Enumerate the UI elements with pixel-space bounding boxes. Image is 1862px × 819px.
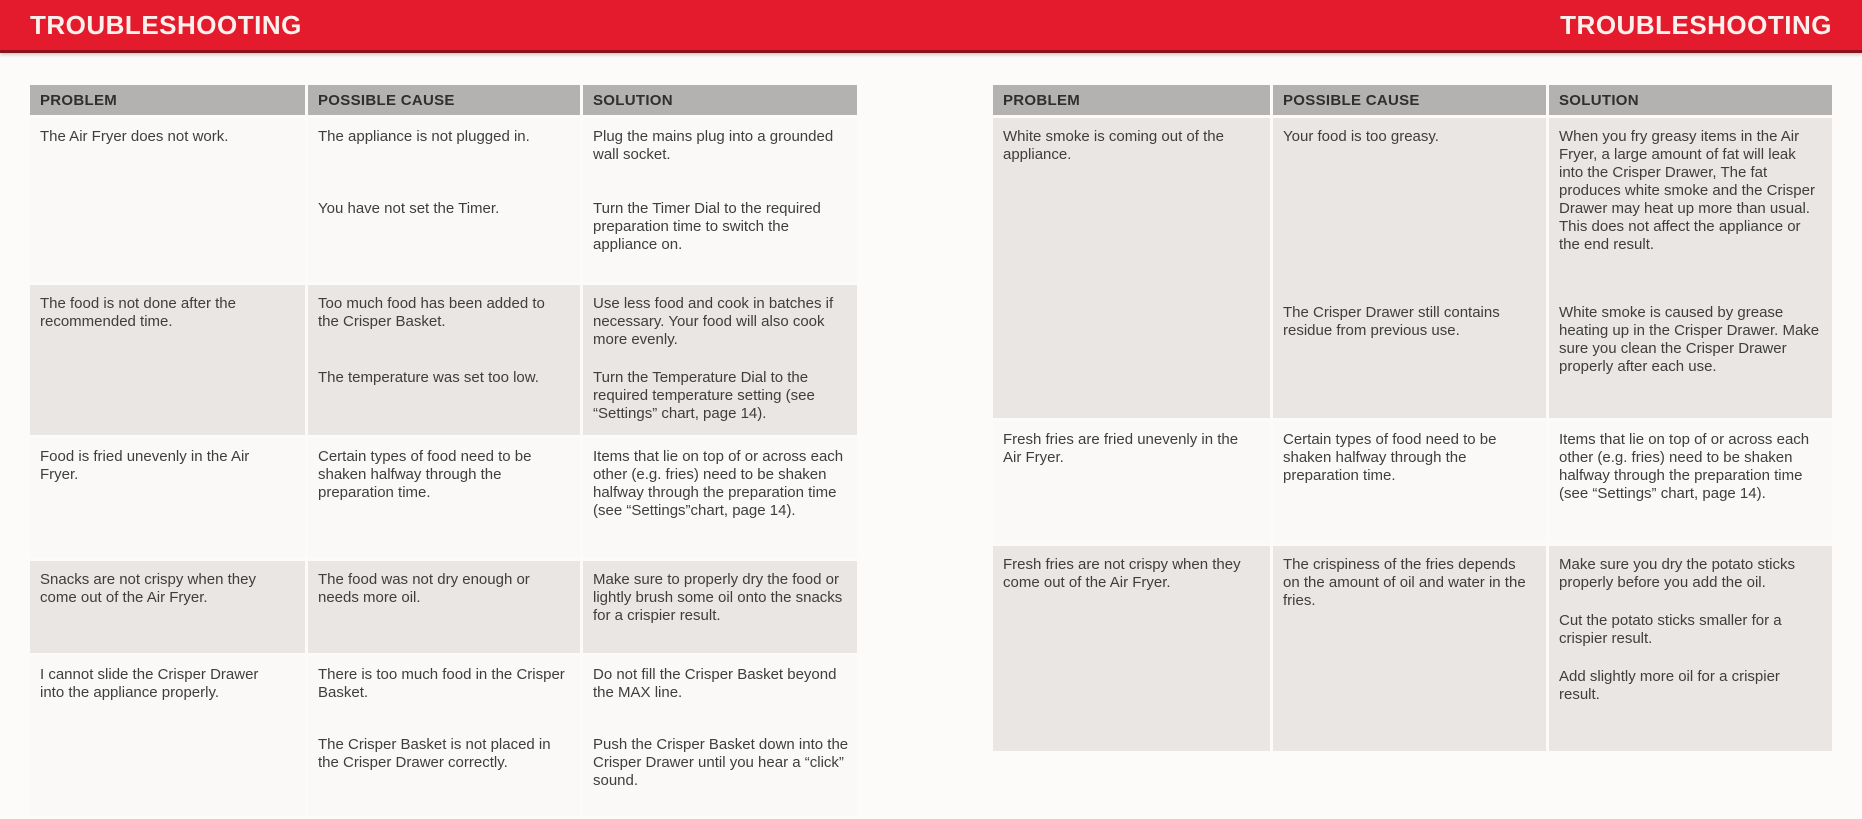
cell-paragraph: Fresh fries are fried unevenly in the Air Fryer. xyxy=(1003,431,1239,466)
solution-cell xyxy=(583,349,857,435)
column-header-cause: POSSIBLE CAUSE xyxy=(308,85,580,115)
cell-paragraph: The temperature was set too low. xyxy=(318,369,539,386)
cell-paragraph: Food is fried unevenly in the Air Fryer. xyxy=(40,448,250,483)
cell-paragraph: Push the Crisper Basket down into the Crisper Drawer until you hear a “click” sound. xyxy=(593,736,849,789)
cell-paragraph: Too much food has been added to the Crisper Basket. xyxy=(318,295,545,330)
solution-cell xyxy=(1549,546,1832,751)
cell-paragraph: Fresh fries are not crispy when they come out of the Air Fryer. xyxy=(1003,556,1241,591)
cell-paragraph: The food was not dry enough or needs more oil. xyxy=(318,571,530,606)
problem-cell xyxy=(993,421,1270,543)
solution-cell xyxy=(583,716,857,816)
problem-cell xyxy=(30,118,305,282)
cause-cell xyxy=(308,349,580,435)
cell-paragraph: Add slightly more oil for a crispier result. xyxy=(1559,668,1780,703)
cell-paragraph: The Crisper Basket is not placed in the Crisper Drawer correctly. xyxy=(318,736,551,771)
cell-paragraph: White smoke is caused by grease heating up in the Crisper Drawer. Make sure you clean the Crisper Drawer properly after each use. xyxy=(1559,304,1820,375)
cell-paragraph: Your food is too greasy. xyxy=(1283,128,1439,145)
table-row xyxy=(30,656,857,816)
table-row xyxy=(30,285,857,435)
cell-paragraph: White smoke is coming out of the appliance. xyxy=(1003,128,1224,163)
table-row xyxy=(993,118,1832,418)
column-header-problem: PROBLEM xyxy=(30,85,305,115)
table-row xyxy=(30,561,857,653)
cell-paragraph: You have not set the Timer. xyxy=(318,200,500,217)
problem-cell xyxy=(30,656,305,816)
cell-paragraph: I cannot slide the Crisper Drawer into the appliance properly. xyxy=(40,666,259,701)
solution-cell xyxy=(1549,284,1832,418)
cause-cell xyxy=(308,656,580,716)
cell-paragraph: Plug the mains plug into a grounded wall socket. xyxy=(593,128,834,163)
troubleshooting-table-right xyxy=(993,85,1832,754)
cause-cell xyxy=(1273,284,1546,418)
solution-cell xyxy=(583,561,857,653)
solution-cell xyxy=(583,656,857,716)
troubleshooting-banner xyxy=(0,0,1862,53)
cause-cell xyxy=(308,438,580,558)
cell-paragraph: The crispiness of the fries depends on the amount of oil and water in the fries. xyxy=(1283,556,1526,609)
cell-paragraph: Cut the potato sticks smaller for a crispier result. xyxy=(1559,612,1782,647)
cell-paragraph: Turn the Timer Dial to the required preparation time to switch the appliance on. xyxy=(593,200,821,253)
column-header-solution: SOLUTION xyxy=(583,85,857,115)
problem-cell xyxy=(30,285,305,435)
cell-paragraph: Items that lie on top of or across each other (e.g. fries) need to be shaken halfway through the preparation time (see “Settings”chart, page 14). xyxy=(593,448,844,519)
table-header-row xyxy=(993,85,1832,115)
cell-paragraph: The appliance is not plugged in. xyxy=(318,128,530,145)
cell-paragraph: Certain types of food need to be shaken halfway through the preparation time. xyxy=(1283,431,1497,484)
solution-cell xyxy=(1549,421,1832,543)
solution-cell xyxy=(583,180,857,282)
table-row xyxy=(30,118,857,282)
cell-paragraph: Items that lie on top of or across each other (e.g. fries) need to be shaken halfway through the preparation time (see “Settings” chart, page 14). xyxy=(1559,431,1810,502)
cell-paragraph: Do not fill the Crisper Basket beyond the MAX line. xyxy=(593,666,837,701)
cause-cell xyxy=(308,180,580,282)
column-header-cause: POSSIBLE CAUSE xyxy=(1273,85,1546,115)
cause-cell xyxy=(308,716,580,816)
cell-paragraph: There is too much food in the Crisper Basket. xyxy=(318,666,565,701)
column-header-problem: PROBLEM xyxy=(993,85,1270,115)
table-row xyxy=(993,546,1832,751)
cell-paragraph: Use less food and cook in batches if necessary. Your food will also cook more evenly. xyxy=(593,295,834,348)
cause-cell xyxy=(308,118,580,180)
problem-cell xyxy=(993,546,1270,751)
troubleshooting-table-left xyxy=(30,85,857,819)
cell-paragraph: The Crisper Drawer still contains residue from previous use. xyxy=(1283,304,1500,339)
cell-paragraph: Certain types of food need to be shaken halfway through the preparation time. xyxy=(318,448,532,501)
table-header-row xyxy=(30,85,857,115)
table-row xyxy=(993,421,1832,543)
cell-paragraph: Turn the Temperature Dial to the required temperature setting (see “Settings” chart, page 14). xyxy=(593,369,815,422)
cause-cell xyxy=(308,285,580,349)
cause-cell xyxy=(1273,118,1546,284)
table-body xyxy=(30,118,857,816)
cell-paragraph: The Air Fryer does not work. xyxy=(40,128,229,145)
cell-paragraph: Make sure to properly dry the food or lightly brush some oil onto the snacks for a crispier result. xyxy=(593,571,843,624)
column-header-solution: SOLUTION xyxy=(1549,85,1832,115)
problem-cell xyxy=(30,438,305,558)
cell-paragraph: Make sure you dry the potato sticks properly before you add the oil. xyxy=(1559,556,1795,591)
solution-cell xyxy=(583,118,857,180)
cause-cell xyxy=(1273,421,1546,543)
page-title-right: TROUBLESHOOTING xyxy=(1560,9,1832,40)
solution-cell xyxy=(583,438,857,558)
cause-cell xyxy=(308,561,580,653)
solution-cell xyxy=(583,285,857,349)
problem-cell xyxy=(30,561,305,653)
solution-cell xyxy=(1549,118,1832,284)
cell-paragraph: When you fry greasy items in the Air Fryer, a large amount of fat will leak into the Crisper Drawer, The fat produces white smoke and the Crisper Drawer may heat up more than usual. This does not affect the appliance or the end result. xyxy=(1559,128,1815,253)
page-title-left: TROUBLESHOOTING xyxy=(30,9,302,40)
table-row xyxy=(30,438,857,558)
cause-cell xyxy=(1273,546,1546,751)
cell-paragraph: Snacks are not crispy when they come out of the Air Fryer. xyxy=(40,571,256,606)
cell-paragraph: The food is not done after the recommended time. xyxy=(40,295,236,330)
problem-cell xyxy=(993,118,1270,418)
table-body xyxy=(993,118,1832,751)
